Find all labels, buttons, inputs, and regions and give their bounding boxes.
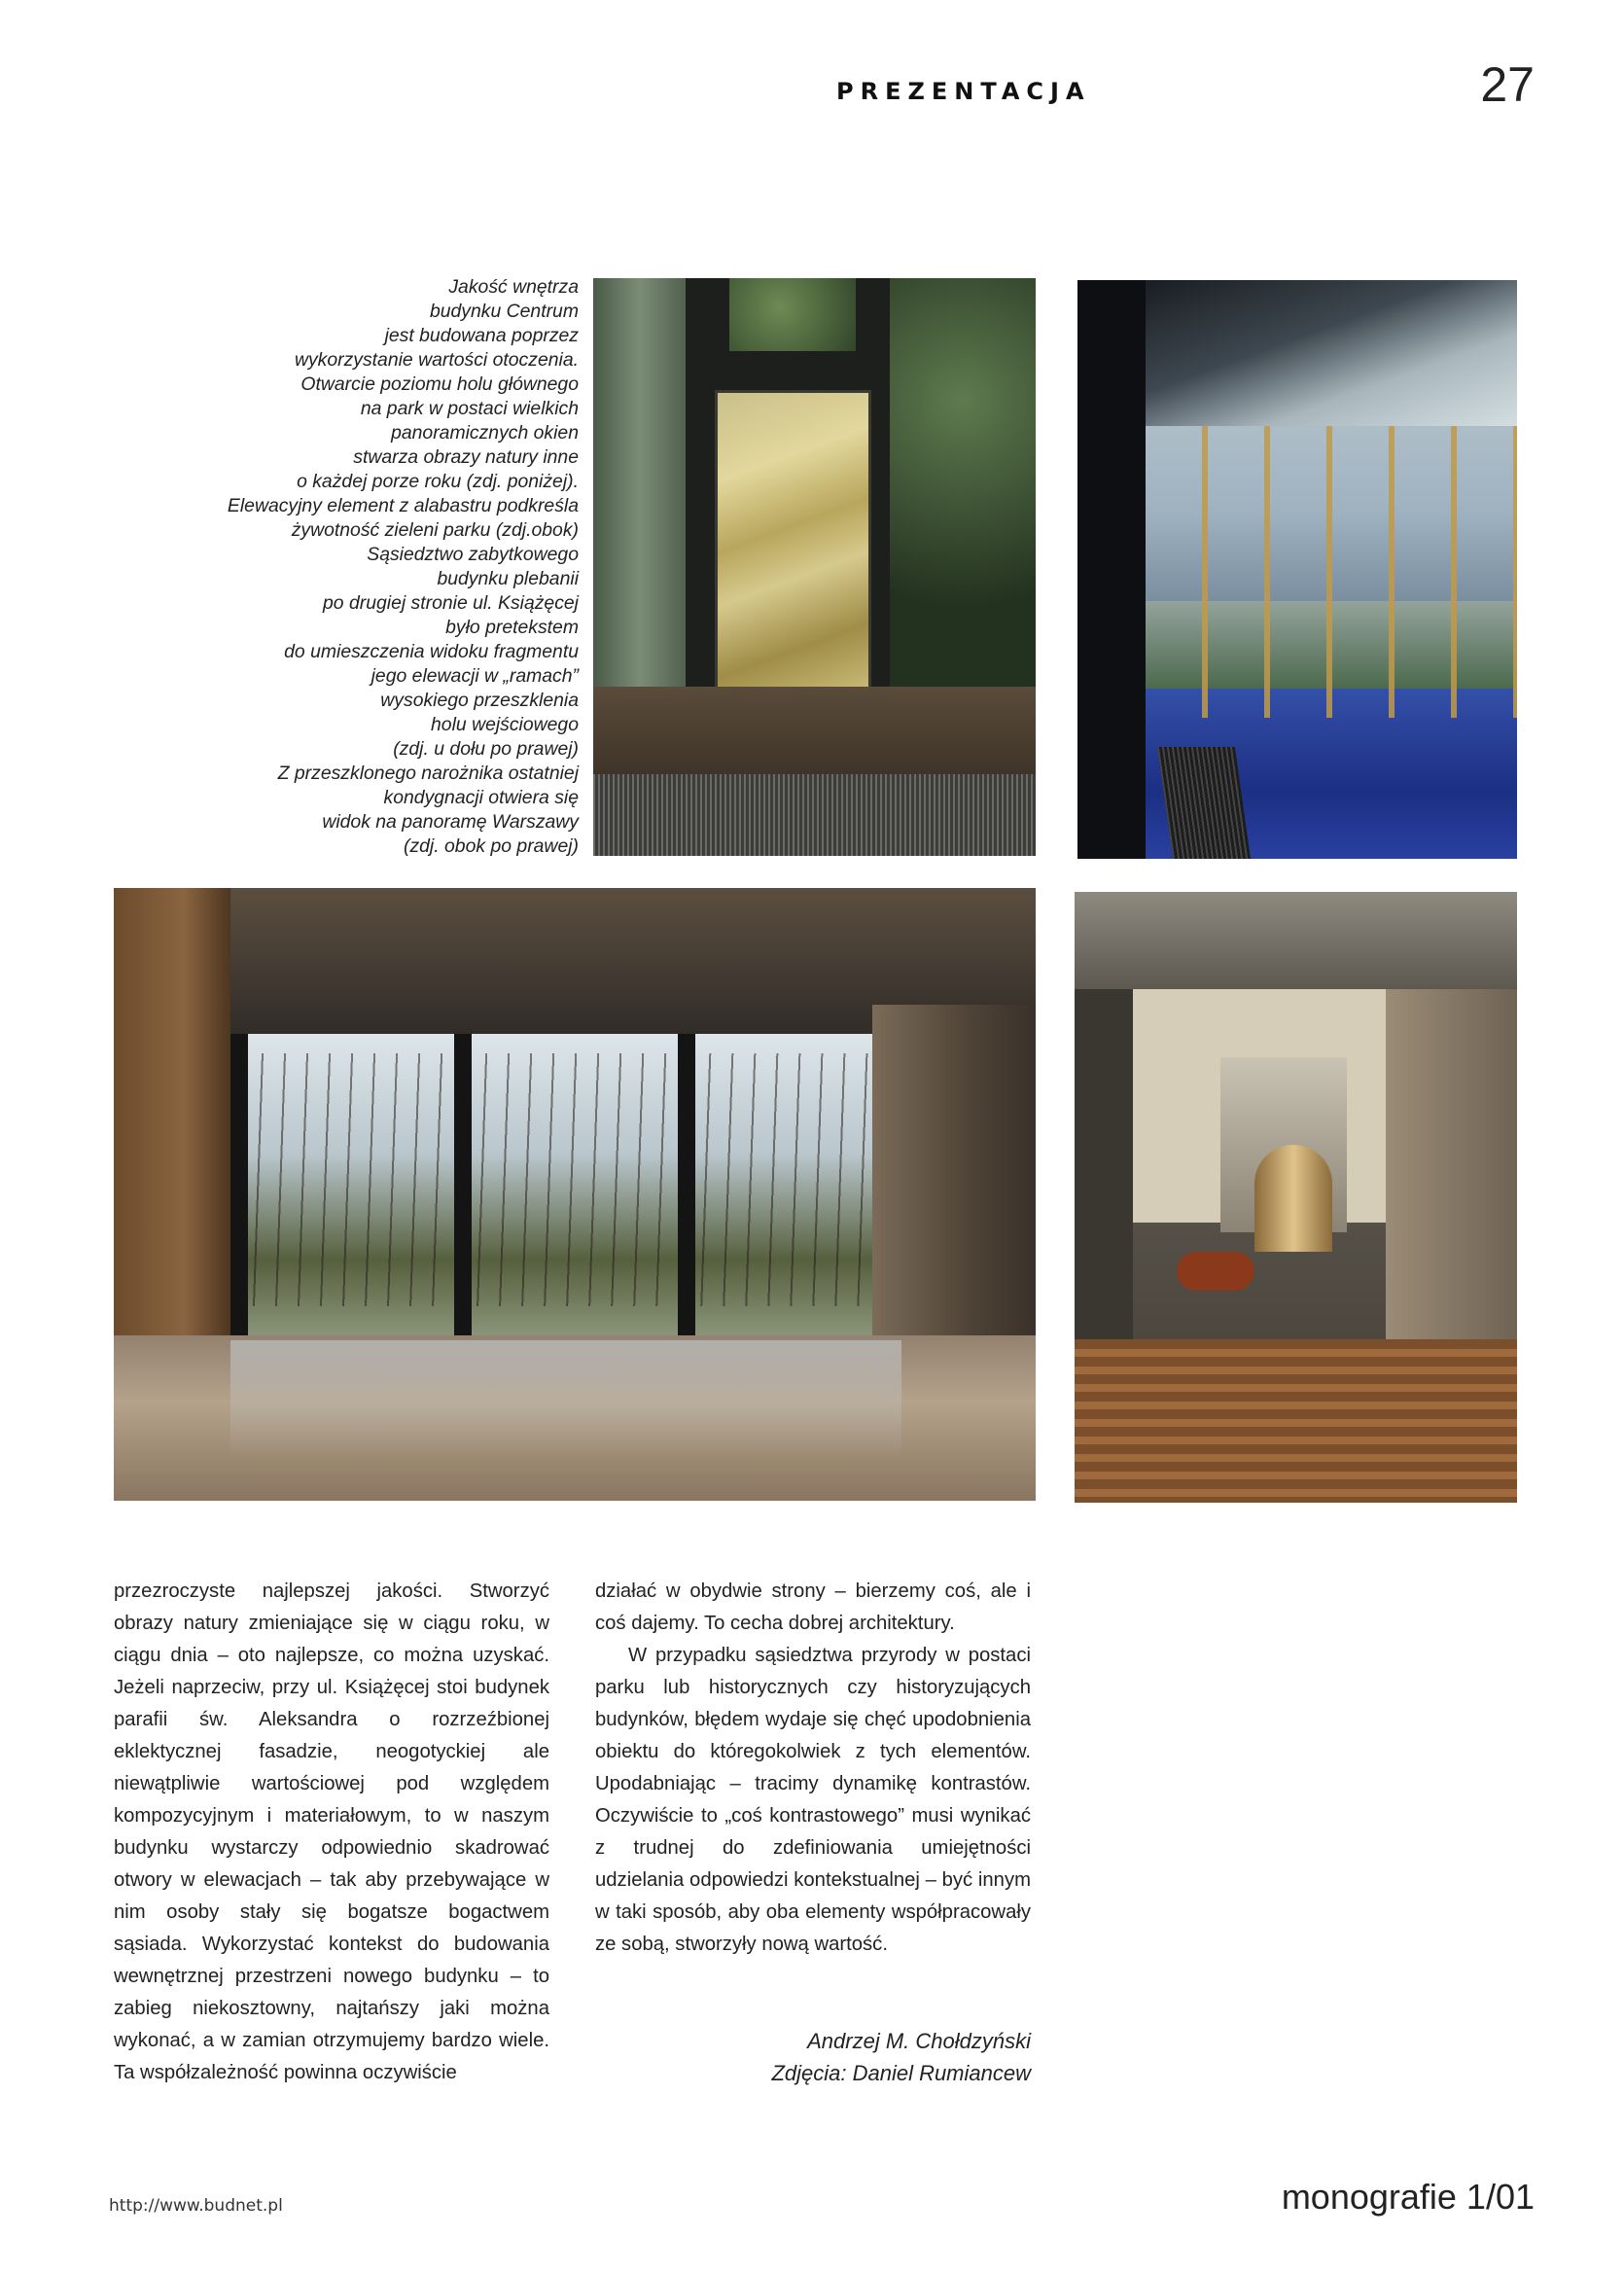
caption-line: wysokiego przeszklenia: [380, 690, 579, 711]
caption-line: jest budowana poprzez: [384, 325, 579, 346]
alabaster-panel: [715, 390, 871, 697]
author-name: Andrzej M. Chołdzyński: [807, 2029, 1031, 2053]
revolving-door: [1254, 1145, 1332, 1252]
caption-line: (zdj. u dołu po prawej): [393, 738, 579, 760]
caption-line: kondygnacji otwiera się: [383, 787, 579, 808]
page-number: 27: [1480, 57, 1535, 112]
caption-line: Jakość wnętrza: [448, 276, 579, 298]
article-column-left: [114, 1576, 549, 2089]
caption-line: Sąsiedztwo zabytkowego: [367, 544, 579, 565]
caption-line: widok na panoramę Warszawy: [322, 811, 579, 833]
floor-reflection: [230, 1340, 901, 1457]
caption-line: żywotność zieleni parku (zdj.obok): [291, 519, 579, 541]
floor-mat: [1157, 747, 1251, 859]
footer-url: http://www.budnet.pl: [109, 2196, 283, 2216]
entrance-ceiling: [1075, 892, 1517, 989]
article-column-right: [595, 1576, 1031, 1961]
section-label: PREZENTACJA: [836, 78, 1091, 105]
entrance-stairs: [1075, 1339, 1517, 1503]
caption-line: panoramicznych okien: [391, 422, 579, 444]
caption-line: jego elewacji w „ramach”: [371, 665, 579, 687]
photo-glass-corner: [1077, 280, 1517, 859]
photo-alabaster-window: [593, 278, 1036, 856]
floor-grate: [593, 774, 1036, 856]
caption-line: Elewacyjny element z alabastru podkreśla: [227, 495, 579, 516]
window-mullions: [1146, 426, 1517, 718]
reception-desk: [1177, 1252, 1254, 1291]
caption-line: Otwarcie poziomu holu głównego: [300, 373, 579, 395]
caption-line: stwarza obrazy natury inne: [353, 446, 579, 468]
caption-line: budynku plebanii: [437, 568, 579, 589]
caption-line: budynku Centrum: [429, 301, 579, 322]
caption-line: było pretekstem: [445, 617, 579, 638]
caption-line: po drugiej stronie ul. Książęcej: [323, 592, 579, 614]
article-paragraph: W przypadku sąsiedztwa przyrody w postaci parku lub historycznych czy historyzujących budynków, błędem wydaje się chęć upodobnienia obiektu do któregokolwiek z tych elementów. Upodabniając – tracimy dynamikę kontrastów. Oczywiście to „coś kontrastowego” musi wynikać z trudnej do zdefiniowania umiejętności udzielania odpowiedzi kontekstualnej – być innym w taki sposób, aby oba elementy współpracowały ze sobą, stworzyły nową wartość.: [595, 1645, 1031, 1955]
article-credits: [771, 2025, 1031, 2089]
photo-entrance-hall: [1075, 892, 1517, 1503]
caption-line: Z przeszklonego narożnika ostatniej: [277, 763, 579, 784]
window-mullions: [230, 1034, 901, 1345]
foliage-view: [729, 278, 856, 351]
article-paragraph: działać w obydwie strony – bierzemy coś, ale i coś dajemy. To cecha dobrej architektury.: [595, 1580, 1031, 1634]
photo-caption: [175, 275, 579, 859]
footer-issue: monografie 1/01: [1281, 2177, 1535, 2217]
caption-line: na park w postaci wielkich: [360, 398, 579, 419]
caption-line: holu wejściowego: [431, 714, 579, 735]
window-sill: [593, 687, 1036, 774]
park-trees: [890, 278, 1036, 687]
hall-interior: [872, 1005, 1036, 1355]
caption-line: wykorzystanie wartości otoczenia.: [294, 349, 579, 371]
caption-line: o każdej porze roku (zdj. poniżej).: [297, 471, 579, 492]
photo-credit: Zdjęcia: Daniel Rumiancew: [771, 2061, 1031, 2085]
entrance-wall-left: [1075, 989, 1133, 1378]
wood-column: [114, 888, 230, 1345]
dark-wall: [1077, 280, 1146, 859]
photo-main-hall: [114, 888, 1036, 1501]
caption-line: do umieszczenia widoku fragmentu: [284, 641, 579, 662]
article-paragraph: przezroczyste najlepszej jakości. Stworzyć obrazy natury zmieniające się w ciągu roku, w ciągu dnia – oto najlepsze, co można uzyskać. Jeżeli naprzeciw, przy ul. Książęcej stoi budynek parafii św. Aleksandra o rozrzeźbionej eklektycznej fasadzie, neogotyckiej ale niewątpliwie wartościowej pod względem kompozycyjnym i materiałowym, to w naszym budynku wystarczy odpowiednio skadrować otwory w elewacjach – tak aby przebywające w nim osoby stały się bogatsze bogactwem sąsiada. Wykorzystać kontekst do budowania wewnętrznej przestrzeni nowego budynku – to zabieg niekosztowny, najtańszy jaki można wykonać, a w zamian otrzymujemy bardzo wiele. Ta współzależność powinna oczywiście: [114, 1580, 549, 2083]
caption-line: (zdj. obok po prawej): [404, 835, 579, 857]
entrance-wall-right: [1386, 989, 1517, 1398]
